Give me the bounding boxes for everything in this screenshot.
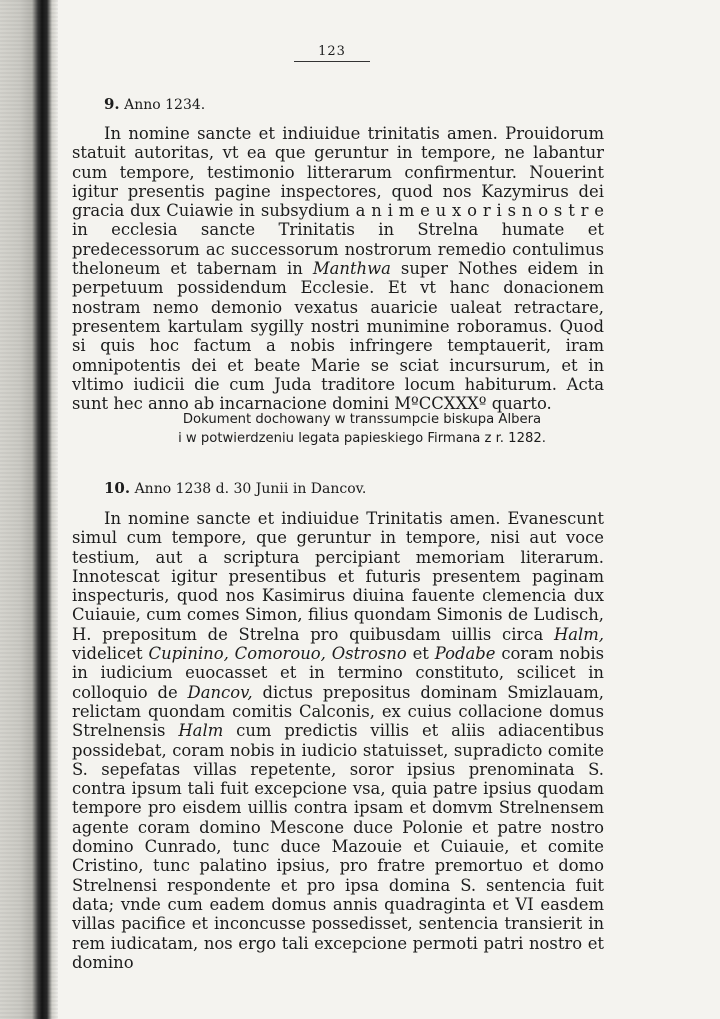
page-number-rule	[294, 61, 370, 62]
entry-9-text	[72, 124, 604, 413]
entry-10-text	[72, 509, 604, 972]
entry-number: 10.	[104, 479, 131, 497]
source-note-line: Dokument dochowany w transsumpcie biskupa Albera	[182, 412, 542, 427]
place-name: Podabe	[434, 644, 496, 664]
entry-10-heading	[104, 479, 366, 497]
entry-10-paragraph	[72, 509, 604, 972]
text-segment: cum predictis villis et aliis adiacentibus possidebat, coram nobis in iudicio statuisset, supradicto comite S. sepefatas villas repetente, soror ipsius prenominata S. contra ipsum tali fuit excepcione vsa, quia patre ipsius quodam tempore pro eisdem uillis contra ipsam et domvm Strelnensem agente coram domino Mescone duce Polonie et patre nostro domino Cunrado, tunc duce Mazouie et Cuiauie, et comite Cristino, tunc palatino ipsius, pro fratre premortuo et domo Strelnensi respondente et pro ipsa domina S. sentencia fuit data; vnde cum eadem domus annis quadraginta et VI easdem villas pacifice et inconcusse possedisset, sentencia transierit in rem iudicatam, nos ergo tali excepcione permoti patri nostro et domino	[72, 721, 605, 972]
entry-number: 9.	[104, 95, 120, 113]
text-segment: super Nothes eidem in perpetuum possidendum Ecclesie. Et vt hanc donacionem nostram nemo demonio vexatus auaricie ualeat retractare, presentem kartulam sygilly nostri munimine roboramus. Quod si quis hoc factum a nobis infringere temptauerit, iram omnipotentis dei et beate Marie se sciat incursurum, et in vltimo iudicii die cum Juda traditore locum habiturum. Acta sunt hec anno ab incarnacione domini MºCCXXXº quarto.	[72, 259, 604, 414]
entry-date: Anno 1234.	[124, 97, 206, 113]
entry-9-paragraph	[72, 124, 604, 413]
book-spine-shadow	[0, 0, 58, 1019]
place-name: Halm,	[553, 624, 604, 644]
text-segment: videlicet	[72, 644, 149, 664]
text-segment: dictus prepositus dominam Smizlauam, relictam quondam comitis Calconis, ex cuius collacione domus Strelnensis	[72, 682, 604, 741]
place-name: Manthwa	[312, 259, 391, 279]
text-segment: In nomine sancte et indiuidue Trinitatis amen. Evanescunt simul cum tempore, que geruntur in tempore, nisi aut voce testium, aut a scriptura percipiant memoriam literarum. Innotescat igitur presentibus et futuris presentem paginam inspecturis, quod nos Kasimirus diuina fauente clemencia dux Cuiauie, cum comes Simon, filius quondam Simonis de Ludisch, H. prepositum de Strelna pro quibusdam uillis circa	[72, 509, 604, 644]
place-name: Cupinino, Comorouo, Ostrosno	[148, 644, 407, 664]
entry-9-heading	[104, 95, 205, 113]
entry-9-source-note	[122, 410, 602, 448]
entry-date: Anno 1238 d. 30 Junii in Dancov.	[134, 481, 367, 497]
source-note-line: i w potwierdzeniu legata papieskiego Firmana z r. 1282.	[178, 431, 546, 446]
place-name: Halm	[178, 721, 224, 741]
place-name: Dancov,	[187, 682, 253, 702]
text-segment: In nomine sancte et indiuidue trinitatis amen. Prouidorum statuit autoritas, vt ea que geruntur in tempore, ne labantur cum tempore, testimonio litterarum confirmentur. Nouerint igitur presentis pagine inspectores, quod nos Kazymirus dei gracia dux Cuiawie in subsydium a n i m e u x o r i s n o s t r e in ecclesia sancte Trinitatis in Strelna humate et predecessorum ac successorum nostrorum remedio contulimus theloneum et tabernam in	[72, 124, 604, 279]
text-segment: et	[406, 644, 435, 664]
text-segment: coram nobis in iudicium euocasset et in termino constituto, scilicet in colloquio de	[72, 644, 604, 702]
page-number: 123	[318, 44, 346, 59]
